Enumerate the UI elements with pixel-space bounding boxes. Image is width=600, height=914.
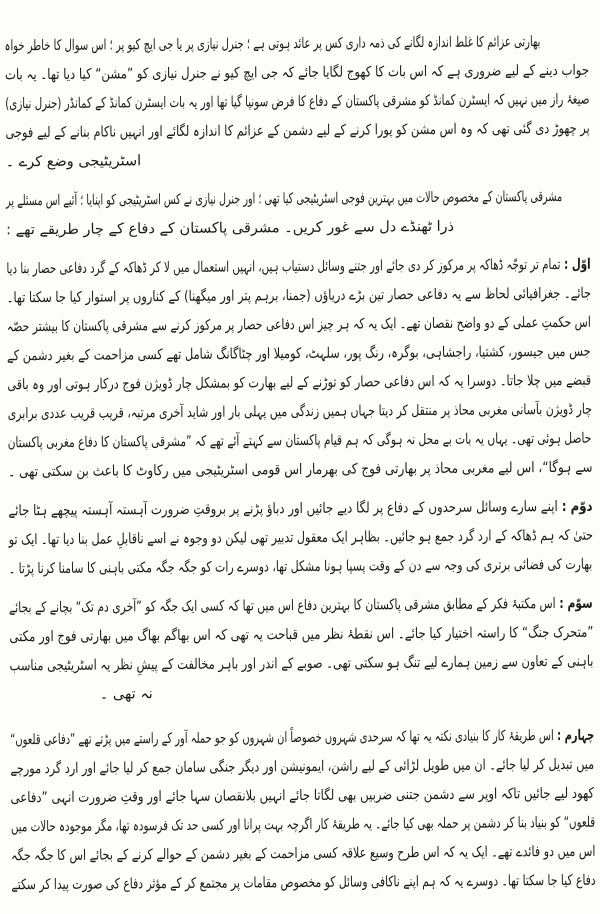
para-best-strategy-question <box>6 183 590 246</box>
text-line: سوّم : اس مکتبۂ فکر کے مطابق مشرقی پاکستان کا بہترین دفاع اس میں تھا کہ کسی ایک جگہ کو ”آخری دم تک“ بچانے کے بجائے <box>9 595 594 617</box>
paragraph-lead: چہارم : <box>553 727 595 745</box>
para-option-fourth <box>10 722 595 901</box>
paragraph-lead: سوّم : <box>555 595 594 612</box>
text-line: ”متحرک جنگ“ کا راستہ اختیار کیا جائے۔ اس نقطۂ نظر میں قباحت یہ تھی کہ اس بھاگم بھاگ میں بھارتی فوج اور مکتی <box>9 624 594 646</box>
text-line: جائے۔ جغرافیائی لحاظ سے یہ دفاعی حصار تین بڑے دریاؤں (جمنا، برہم پتر اور میگھنا) کے کناروں پر استوار کیا جا سکتا تھا۔ <box>6 285 591 307</box>
text-line: قبضے میں چلا جاتا۔ دوسرا یہ کہ اس دفاعی حصار کو توڑنے کے لیے بھارت کو بمشکل چار ڈویژن فوج درکار ہوتی اور وہ باقی <box>7 372 592 394</box>
text-line: باہنی کے تعاون سے زمین ہمارے لیے تنگ ہو سکتی تھی۔ صوبے کے اندر اور باہر مخالفت کے پیشِ نظر یہ اسٹریٹیجی مناسب <box>9 653 594 675</box>
text-line: اس میں دو فائدے تھے۔ ایک یہ کہ اس طرح وسیع علاقہ کسی مزاحمت کے بغیر دشمن کے حوالے کرنے کے بجائے اس کا جگہ جگہ <box>10 843 596 865</box>
text-line: کھود لیے جائیں تاکہ اوپر سے دشمن جتنی ضربیں بھی لگاتا جائے انہیں بلانقصان سہا جائے اور وقتِ ضرورت انہی ”دفاعی <box>10 785 595 807</box>
text-line: جواب دینے کے لیے ضروری ہے کہ اس بات کا کھوج لگایا جائے کہ جی ایچ کیو نے جنرل نیازی کو ”مشن“ کیا دیا تھا۔ یہ بات <box>4 62 589 84</box>
para-responsibility-question <box>5 28 590 178</box>
text-line: ذرا ٹھنڈے دل سے غور کریں۔ مشرقی پاکستان کے دفاع کے چار طریقے تھے : <box>6 218 455 239</box>
text-line: مشرقی پاکستان کے مخصوص حالات میں بہترین فوجی اسٹریٹیجی کیا تھی ؛ اور جنرل نیازی نے کس اسٹریٹیجی کو اپنایا ؛ آئیے اس مسئلے پر <box>5 188 562 210</box>
text-line: چہارم : اس طریقۂ کار کا بنیادی نکتہ یہ تھا کہ سرحدی شہروں خصوصاً ان شہروں کو جو حملہ آور کے راستے میں پڑتے تھے ”دفاعی قلعوں“ <box>9 727 595 749</box>
text-line: اس حکمتِ عملی کے دو واضح نقصان تھے۔ ایک یہ کہ ہر چیز اس دفاعی حصار پر مرکوز کرنے سے مشرقی پاکستان کا بیشتر حصّہ <box>6 314 591 336</box>
para-option-second <box>8 493 593 585</box>
text-line: دفاع کیا جا سکتا تھا۔ دوسرے یہ کہ ہم اپنے ناکافی وسائل کو مخصوص مقامات پر مجتمع کر کے مؤثر دفاع کی صورت پیدا کر سکتے <box>10 872 596 894</box>
text-line: اسٹریٹیجی وضع کرے ۔ <box>5 153 142 171</box>
text-line: میں تبدیل کر لیا جائے۔ ان میں طویل لڑائی کے لیے راشن، ایمونیشن اور دیگر جنگی سامان جمع کر لیا جائے اور ارد گرد مورچے <box>10 756 595 778</box>
text-line: جس میں جیسور، کشتیا، راجشاہی، بوگرہ، رنگ پور، سلہٹ، کومیلا اور چٹاگانگ شامل تھے کسی مزاحمت کے بغیر دشمن کے <box>7 343 592 365</box>
paragraph-lead: اوّل : <box>560 256 591 273</box>
text-line: بھارت کی فضائی برتری کی وجہ سے دن کے وقت پسپا ہونا مشکل تھا، دوسرے رات کو جگہ جگہ مکتی باہنی کا سامنا کرنا پڑتا ۔ <box>9 556 593 578</box>
text-line: حتیٰ کہ ہم ڈھاکہ کے ارد گرد جمع ہو جائیں۔ بظاہر ایک معقول تدبیر تھی لیکن دو وجوہ نے اسے ناقابلِ عمل بنا دیا تھا۔ ایک تو <box>8 527 593 549</box>
text-line: چار ڈویژن بآسانی مغربی محاذ پر منتقل کر دیتا جہاں ہمیں زندگی میں پہلی بار اور شاید آخری مرتبہ، قریب قریب عددی برابری <box>7 401 592 423</box>
para-option-third <box>9 590 594 711</box>
para-option-first <box>6 251 592 488</box>
text-line: دوّم : اپنے سارے وسائل سرحدوں کے دفاع پر لگا دیے جائیں اور دباؤ پڑنے پر بروقتِ ضرورت آہستہ آہستہ پیچھے ہٹا جائے <box>8 498 593 520</box>
text-line: صیغۂ راز میں نہیں کہ ایسٹرن کمانڈ کو مشرقی پاکستان کے دفاع کا فرض سونپا گیا تھا اور یہ بات ایسٹرن کمانڈ کے کمانڈر (جنرل نیازی) <box>4 91 590 113</box>
text-line: اوّل : تمام تر توجّہ ڈھاکہ پر مرکوز کر دی جائے اور جتنے وسائل دستیاب ہیں، انہیں استعمال میں لا کر ڈھاکہ کے گرد دفاعی حصار بنا دیا <box>6 256 591 278</box>
text-line: سے ہوگا“، اس لیے مغربی محاذ پر بھارتی فوج کی بھرمار اس قومی اسٹریٹیجی میں رکاوٹ کا باعث بن سکتی تھی ۔ <box>7 459 593 481</box>
text-line: قلعوں“ کو بنیاد بنا کر دشمن پر حملہ بھی کیا جائے۔ یہ طریقۂ کار اگرچہ بہت پرانا اور کسی حد تک فرسودہ تھا، مگر موجودہ حالات میں <box>10 814 595 836</box>
text-line: حاصل ہوئی تھی۔ یہاں یہ بات بے محل نہ ہوگی کہ ہم قیام پاکستان سے کہتے آئے تھے کہ ”مشرقی پاکستان کا دفاع مغربی پاکستان <box>8 430 592 452</box>
paragraph-lead: دوّم : <box>557 498 593 515</box>
text-line: پر چھوڑ دی گئی تھی کہ وہ اس مشن کو پورا کرنے کے لیے دشمن کے عزائم کا اندازہ لگائے اور انہیں ناکام بنانے کے لیے فوجی <box>4 120 590 142</box>
urdu-text-block <box>5 28 596 911</box>
text-line: بھارتی عزائم کا غلط اندازہ لگانے کی ذمہ داری کس پر عائد ہوتی ہے ؛ جنرل نیازی پر یا جی ایچ کیو پر ؛ اس سوال کا خاطر خواہ <box>4 34 541 55</box>
text-line: نہ تھی ۔ <box>99 686 153 703</box>
